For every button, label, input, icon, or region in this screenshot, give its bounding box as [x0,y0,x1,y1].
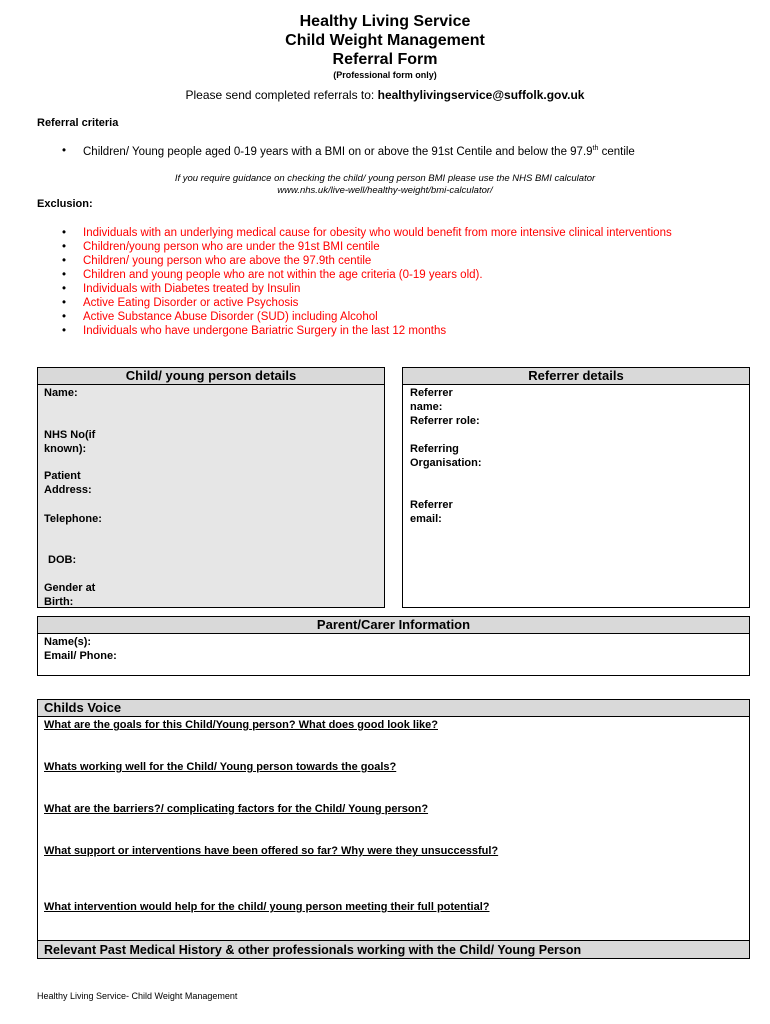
parent-names-field[interactable]: Name(s): [44,636,92,648]
referring-organisation-field[interactable]: Referring Organisation: [410,443,482,469]
exclusion-item: • Children and young people who are not within the age criteria (0-19 years old). [62,268,702,282]
exclusion-item: • Individuals with Diabetes treated by Insulin [62,282,702,296]
page-footer: Healthy Living Service- Child Weight Management [37,991,238,1001]
referrer-details-box [402,367,750,608]
criteria-item: • Children/ Young people aged 0-19 years with a BMI on or above the 91st Centile and below the 97.9th centile [62,145,635,158]
working-well-question[interactable]: Whats working well for the Child/ Young person towards the goals? [44,761,397,773]
exclusion-item: • Active Eating Disorder or active Psychosis [62,296,702,310]
dob-field[interactable]: DOB: [48,554,77,566]
medical-history-heading: Relevant Past Medical History & other professionals working with the Child/ Young Person [38,940,749,958]
child-details-title: Child/ young person details [38,368,384,385]
patient-address-field[interactable]: Patient Address: [44,470,92,496]
childs-voice-box [37,699,750,959]
exclusion-label: Exclusion: [37,198,93,210]
form-title: Referral Form [332,51,438,68]
childs-voice-title: Childs Voice [38,700,749,717]
send-email[interactable]: healthylivingservice@suffolk.gov.uk [377,88,585,102]
exclusion-item: • Children/young person who are under the 91st BMI centile [62,240,702,254]
telephone-field[interactable]: Telephone: [44,513,102,525]
exclusion-item: • Individuals who have undergone Bariatric Surgery in the last 12 months [62,324,702,338]
guidance-link[interactable]: www.nhs.uk/live-well/healthy-weight/bmi-calculator/ [277,185,493,196]
criteria-list [62,145,635,158]
parent-carer-title: Parent/Carer Information [38,617,749,634]
send-prefix: Please send completed referrals to: [185,88,378,102]
referrer-email-field[interactable]: Referrer email: [410,499,453,525]
bmi-guidance [0,173,770,197]
exclusion-item: • Children/ young person who are above the 97.9th centile [62,254,702,268]
form-header [0,12,770,81]
service-title: Healthy Living Service [299,13,471,30]
guidance-text: If you require guidance on checking the child/ young person BMI please use the NHS BMI calculator [174,173,596,184]
referrer-role-field[interactable]: Referrer role: [410,415,480,427]
parent-contact-field[interactable]: Email/ Phone: [44,650,117,662]
goals-question[interactable]: What are the goals for this Child/Young person? What does good look like? [44,719,438,731]
support-question[interactable]: What support or interventions have been offered so far? Why were they unsuccessful? [44,845,499,857]
send-instructions [0,88,770,102]
form-subtitle: (Professional form only) [333,70,437,80]
parent-carer-box [37,616,750,676]
intervention-question[interactable]: What intervention would help for the child/ young person meeting their full potential? [44,901,490,913]
referrer-details-title: Referrer details [403,368,749,385]
criteria-label: Referral criteria [37,117,119,129]
exclusion-list [62,226,702,338]
referrer-name-field[interactable]: Referrer name: [410,387,453,413]
gender-field[interactable]: Gender at Birth: [44,582,96,608]
exclusion-item: • Individuals with an underlying medical cause for obesity who would benefit from more intensive clinical interventions [62,226,702,240]
child-details-box [37,367,385,608]
exclusion-item: • Active Substance Abuse Disorder (SUD) including Alcohol [62,310,702,324]
nhs-number-field[interactable]: NHS No(if known): [44,429,96,455]
barriers-question[interactable]: What are the barriers?/ complicating factors for the Child/ Young person? [44,803,429,815]
child-name-field[interactable]: Name: [44,387,78,399]
program-title: Child Weight Management [285,32,485,49]
